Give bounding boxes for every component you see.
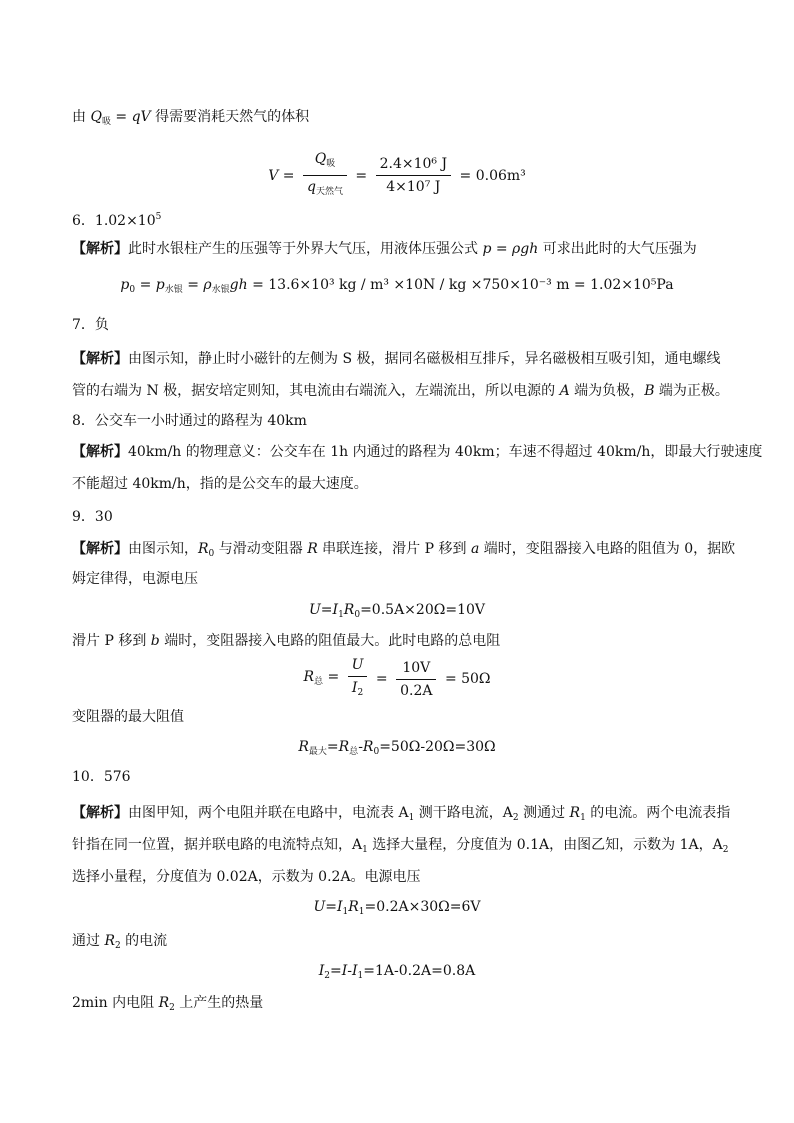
analysis-10-cont2: 选择小量程，分度值为 0.02A，示数为 0.2A。电源电压 [72, 869, 421, 885]
formula-source-voltage: $U=I_1R_1=0.2A\times 30\Omega=6V$ [313, 899, 481, 917]
analysis-10-cont: 针指在同一位置，据并联电路的电流特点知，$A_1$ 选择大量程，分度值为 0.1A，由图乙知，示数为 1A，$A_2$ [72, 837, 729, 855]
analysis-10-e: 2min 内电阻 $R_2$ 上产生的热量 [72, 995, 264, 1013]
analysis-7: 【解析】由图示知，静止时小磁针的左侧为 S 极，据同名磁极相互排斥，异名磁极相互吸引知，通电螺线 [72, 351, 721, 367]
answer-6: 6．$1.02\times 10^5$ [72, 212, 162, 229]
formula-max-resistance: $R_{最大}=R_总-R_0=50\Omega-20\Omega=30\Omega$ [298, 739, 496, 757]
fraction: $\frac{U}{I_2}$ [348, 656, 368, 702]
analysis-10-d: 通过 $R_2$ 的电流 [72, 933, 168, 951]
fraction: $\frac{\text{2.4×10⁶ J}}{\text{4×10⁷ J}}$ [376, 155, 451, 196]
formula-total-resistance: $R_总$ = $\frac{U}{I_2}$ = $\frac{10V}{0.2A}$ = 50Ω [0, 656, 794, 702]
answer-7: 7．负 [72, 317, 109, 333]
text-line: 由 $Q_吸$ = qV 得需要消耗天然气的体积 [72, 109, 310, 127]
fraction: $\frac{10V}{0.2A}$ [396, 659, 436, 700]
analysis-7-cont: 管的右端为 N 极，据安培定则知，其电流由右端流入，左端流出，所以电源的 A 端为负极，B 端为正极。 [72, 383, 729, 399]
formula-current: $I_2=I-I_1=1A-0.2A=0.8A$ [318, 963, 476, 981]
analysis-8: 【解析】40km/h 的物理意义：公交车在 1h 内通过的路程为 40km；车速不得超过 40km/h，即最大行驶速度 [72, 444, 763, 460]
answer-10: 10．576 [72, 769, 131, 785]
analysis-9-b: 滑片 P 移到 b 端时，变阻器接入电路的阻值最大。此时电路的总电阻 [72, 633, 501, 649]
formula-pressure: $p_0 = p_{水银} = \rho_{水银}gh = 13.6\times 10^3$ kg / m³ ×10N / kg ×750×10⁻³ m = 1.02×10⁵Pa [120, 277, 674, 295]
analysis-9: 【解析】由图示知，$R_0$ 与滑动变阻器 R 串联连接，滑片 P 移到 a 端时，变阻器接入电路的阻值为 0，据欧 [72, 541, 736, 559]
analysis-10: 【解析】由图甲知，两个电阻并联在电路中，电流表 $A_1$ 测干路电流，$A_2$ 测通过 $R_1$ 的电流。两个电流表指 [72, 805, 731, 823]
answer-9: 9．30 [72, 509, 113, 525]
answer-8: 8．公交车一小时通过的路程为 40km [72, 413, 307, 429]
analysis-6: 【解析】此时水银柱产生的压强等于外界大气压，用液体压强公式 p = ρgh 可求出此时的大气压强为 [72, 241, 697, 257]
formula-voltage: $U=I_1R_0=0.5A\times 20\Omega=10V$ [308, 602, 485, 620]
analysis-9-cont: 姆定律得，电源电压 [72, 571, 198, 587]
fraction: $\frac{Q_吸}{q_{天然气}}$ [303, 150, 347, 201]
analysis-9-c: 变阻器的最大阻值 [72, 709, 184, 725]
analysis-8-cont: 不能超过 40km/h，指的是公交车的最大速度。 [72, 476, 368, 492]
formula-volume: V = $\frac{Q_吸}{q_{天然气}}$ = $\frac{\text{2.4×10⁶ J}}{\text{4×10⁷ J}}$ = 0.06m³ [0, 150, 794, 201]
